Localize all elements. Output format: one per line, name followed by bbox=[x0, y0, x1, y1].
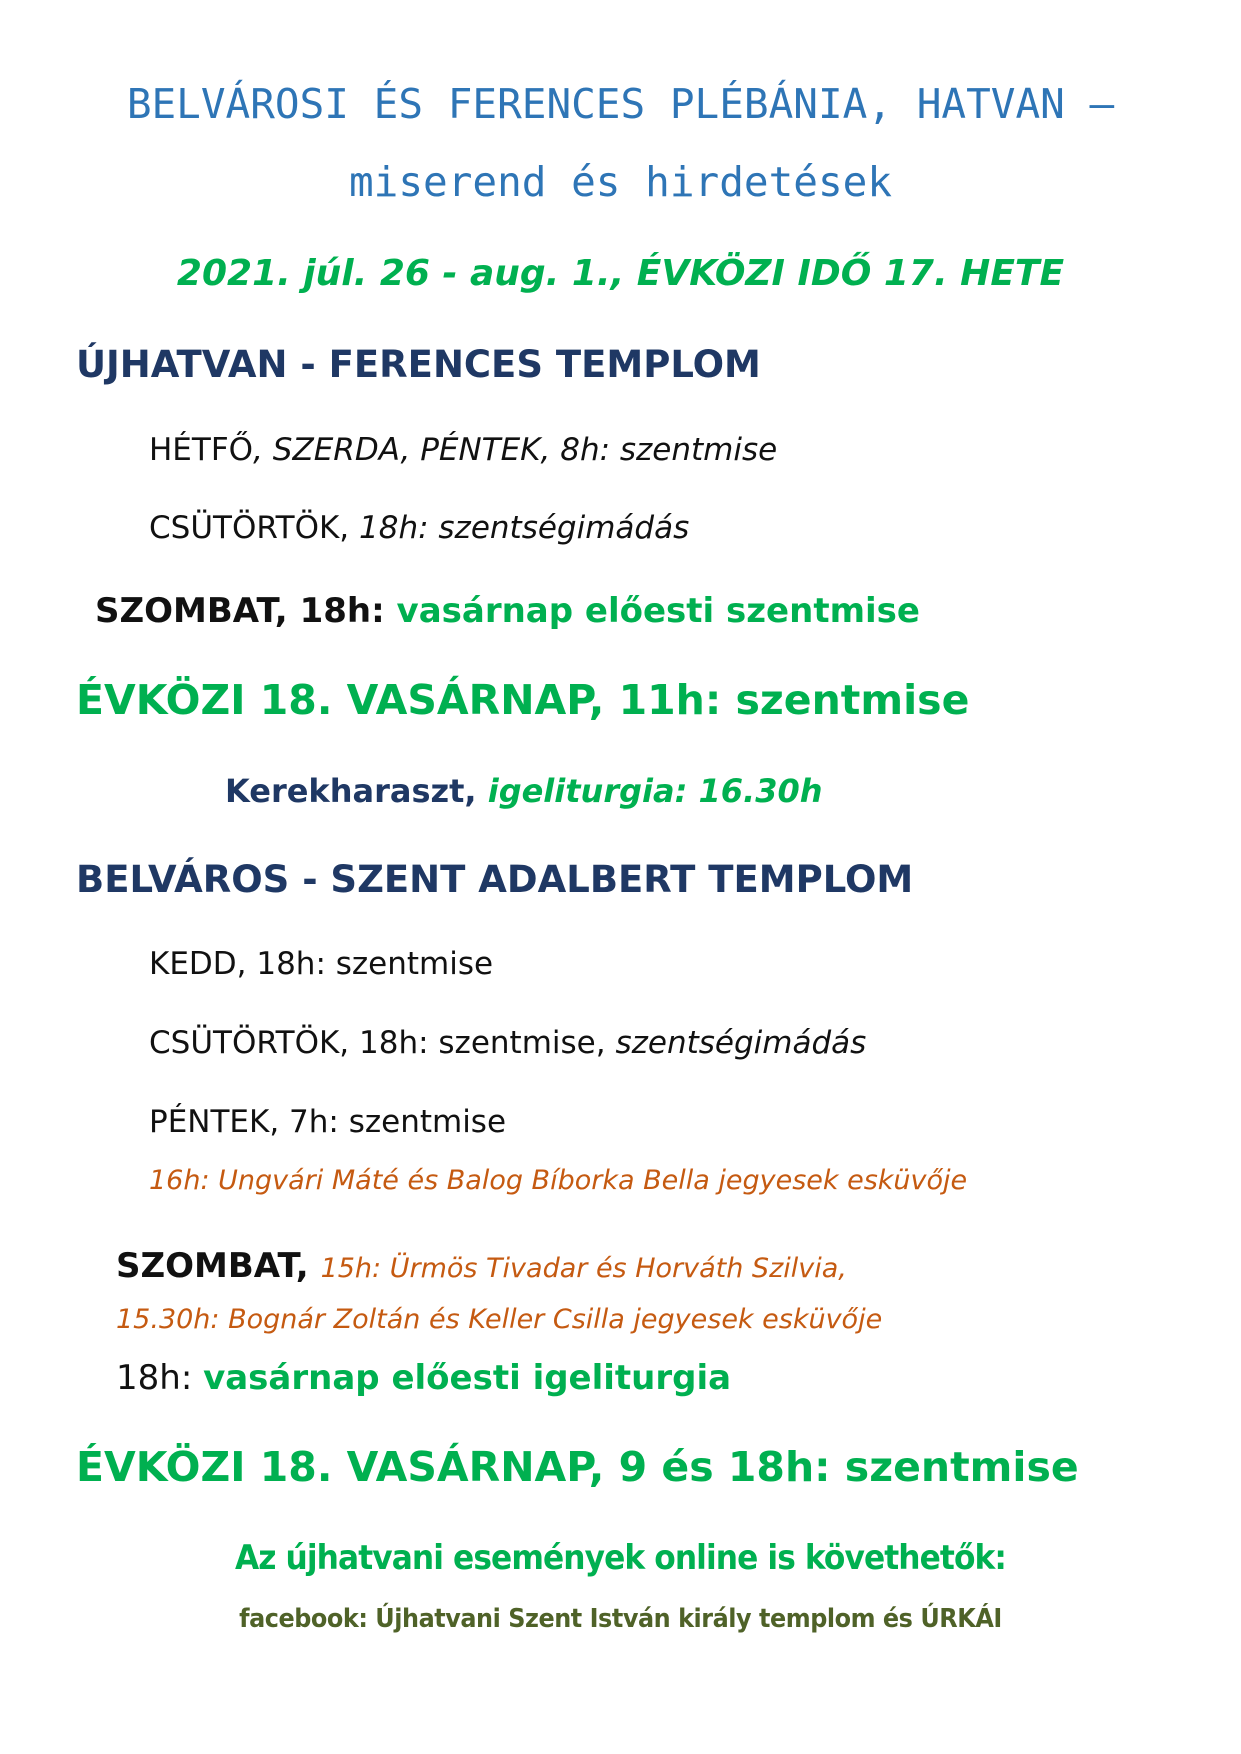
ujhatvan-thursday bbox=[149, 510, 689, 546]
title-line-2: miserend és hirdetések bbox=[348, 158, 893, 206]
ujhatvan-thursday-day: CSÜTÖRTÖK, bbox=[149, 510, 360, 546]
ujhatvan-mon-wed-fri bbox=[149, 432, 777, 468]
belvaros-thursday bbox=[149, 1025, 866, 1061]
belvaros-friday: PÉNTEK, 7h: szentmise bbox=[149, 1104, 507, 1140]
belvaros-heading: BELVÁROS - SZENT ADALBERT TEMPLOM bbox=[76, 858, 914, 901]
ujhatvan-mon-wed-fri-rest: , SZERDA, PÉNTEK, 8h: szentmise bbox=[253, 432, 778, 468]
ujhatvan-monday: HÉTFŐ bbox=[149, 432, 254, 468]
ujhatvan-sunday: ÉVKÖZI 18. VASÁRNAP, 11h: szentmise bbox=[76, 676, 970, 724]
footer-online: Az újhatvani események online is követhetők: bbox=[234, 1538, 1006, 1578]
kerekharaszt bbox=[225, 772, 823, 810]
belvaros-friday-wedding: 16h: Ungvári Máté és Balog Bíborka Bella jegyesek esküvője bbox=[149, 1165, 968, 1196]
week-label: 2021. júl. 26 - aug. 1., ÉVKÖZI IDŐ 17. HETE bbox=[176, 253, 1065, 294]
belvaros-thursday-main: CSÜTÖRTÖK, 18h: szentmise, bbox=[149, 1025, 616, 1061]
belvaros-thursday-italic: szentségimádás bbox=[615, 1025, 867, 1061]
belvaros-saturday-wedding-1: 15h: Ürmös Tivadar és Horváth Szilvia, bbox=[320, 1253, 847, 1284]
belvaros-saturday-day: SZOMBAT, bbox=[116, 1246, 321, 1286]
title-line-1: BELVÁROSI ÉS FERENCES PLÉBÁNIA, HATVAN – bbox=[126, 80, 1115, 128]
ujhatvan-saturday-day: SZOMBAT, 18h: bbox=[95, 591, 397, 631]
kerekharaszt-place: Kerekharaszt, bbox=[225, 772, 488, 810]
belvaros-tuesday: KEDD, 18h: szentmise bbox=[149, 946, 494, 982]
belvaros-saturday-time: 18h: bbox=[116, 1358, 204, 1398]
belvaros-saturday-evening bbox=[116, 1358, 731, 1398]
footer-facebook: facebook: Újhatvani Szent István király templom és ÚRKÁI bbox=[239, 1604, 1002, 1634]
belvaros-saturday-wedding-2: 15.30h: Bognár Zoltán és Keller Csilla jegyesek esküvője bbox=[116, 1304, 883, 1335]
ujhatvan-saturday-event: vasárnap előesti szentmise bbox=[396, 591, 920, 631]
kerekharaszt-event: igeliturgia: 16.30h bbox=[487, 772, 823, 810]
ujhatvan-thursday-event: 18h: szentségimádás bbox=[359, 510, 690, 546]
ujhatvan-saturday bbox=[95, 591, 920, 631]
belvaros-saturday-event: vasárnap előesti igeliturgia bbox=[203, 1358, 732, 1398]
ujhatvan-heading: ÚJHATVAN - FERENCES TEMPLOM bbox=[76, 343, 761, 386]
belvaros-sunday: ÉVKÖZI 18. VASÁRNAP, 9 és 18h: szentmise bbox=[76, 1443, 1079, 1491]
belvaros-saturday bbox=[116, 1246, 847, 1286]
